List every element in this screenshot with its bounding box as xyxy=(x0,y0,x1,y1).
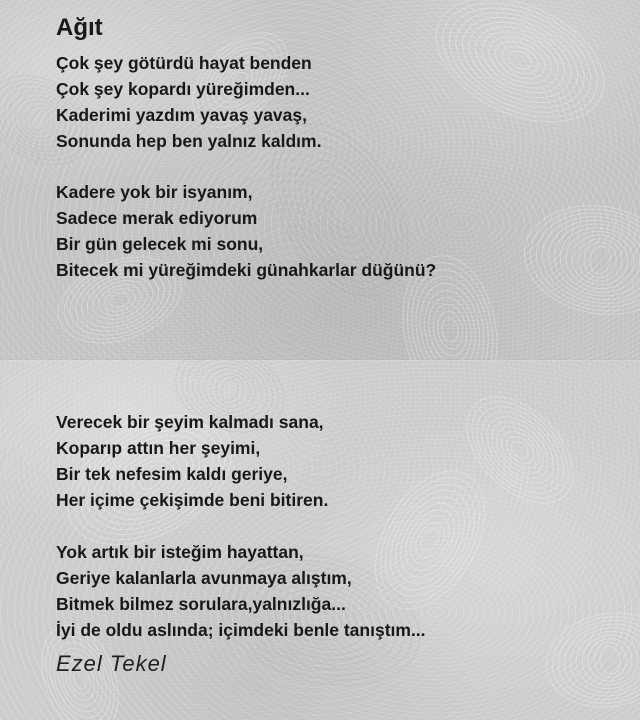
poem-line: Bitmek bilmez sorulara,yalnızlığa... xyxy=(56,594,346,614)
poem-stanza-4 xyxy=(56,539,426,643)
poem-line: Kaderimi yazdım yavaş yavaş, xyxy=(56,105,307,125)
poem-line: Sadece merak ediyorum xyxy=(56,208,258,228)
poem-line: Her içime çekişimde beni bitiren. xyxy=(56,490,329,510)
poem-line: Çok şey kopardı yüreğimden... xyxy=(56,79,310,99)
poem-stanza-2 xyxy=(56,179,436,283)
poem-line: Geriye kalanlarla avunmaya alıştım, xyxy=(56,568,352,588)
poem-stanza-3 xyxy=(56,409,328,513)
author-signature: Ezel Tekel xyxy=(56,651,167,676)
poem-line: İyi de oldu aslında; içimdeki benle tanıştım... xyxy=(56,620,426,640)
poem-line: Çok şey götürdü hayat benden xyxy=(56,53,312,73)
poem-line: Kadere yok bir isyanım, xyxy=(56,182,253,202)
poem-line: Koparıp attın her şeyimi, xyxy=(56,438,261,458)
poem-line: Bir gün gelecek mi sonu, xyxy=(56,234,264,254)
poem-stanza-1 xyxy=(56,50,321,154)
poem-line: Bir tek nefesim kaldı geriye, xyxy=(56,464,288,484)
poem-line: Bitecek mi yüreğimdeki günahkarlar düğünü? xyxy=(56,260,437,280)
poem-line: Sonunda hep ben yalnız kaldım. xyxy=(56,131,322,151)
poem-title: Ağıt xyxy=(56,14,103,41)
poem-line: Verecek bir şeyim kalmadı sana, xyxy=(56,412,324,432)
poem-line: Yok artık bir isteğim hayattan, xyxy=(56,542,304,562)
